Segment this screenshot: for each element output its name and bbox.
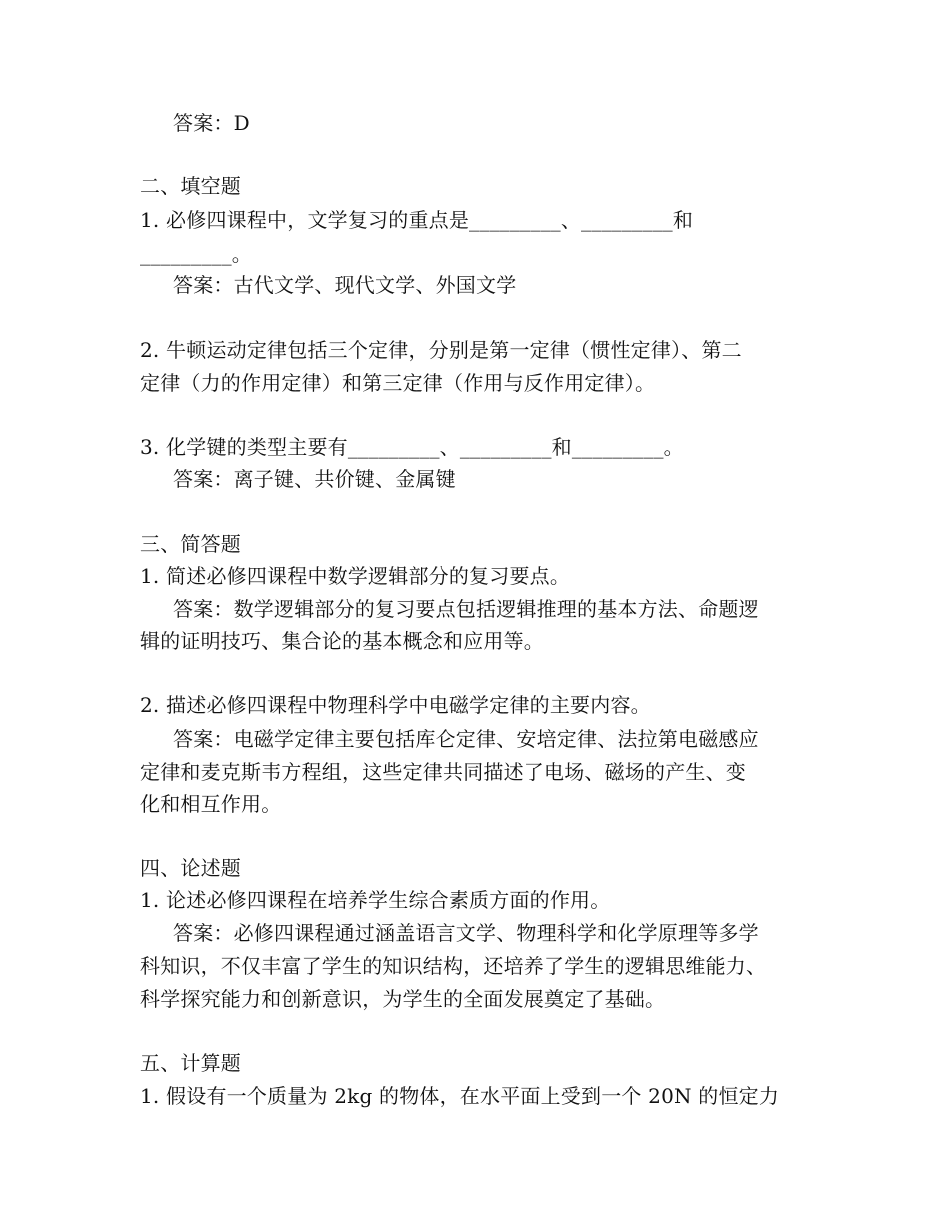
answer-continuation: 化和相互作用。 bbox=[140, 792, 282, 816]
question-text: 2. 牛顿运动定律包括三个定律，分别是第一定律（惯性定律）、第二 bbox=[140, 338, 742, 362]
answer-line: 答案：古代文学、现代文学、外国文学 bbox=[173, 273, 517, 297]
section-heading-short-answer: 三、简答题 bbox=[140, 532, 241, 556]
question-text: _________。 bbox=[140, 242, 252, 266]
answer-line: 答案：必修四课程通过涵盖语言文学、物理科学和化学原理等多学 bbox=[173, 921, 759, 945]
question-text: 1. 论述必修四课程在培养学生综合素质方面的作用。 bbox=[140, 888, 611, 912]
answer-continuation: 科知识，不仅丰富了学生的知识结构，还培养了学生的逻辑思维能力、 bbox=[140, 954, 767, 978]
answer-continuation: 辑的证明技巧、集合论的基本概念和应用等。 bbox=[140, 629, 544, 653]
section-heading-essay: 四、论述题 bbox=[140, 856, 241, 880]
answer-line: 答案：离子键、共价键、金属键 bbox=[173, 467, 456, 491]
answer-continuation: 科学探究能力和创新意识，为学生的全面发展奠定了基础。 bbox=[140, 987, 666, 1011]
answer-line: 答案：D bbox=[173, 111, 250, 135]
section-heading-fill-blank: 二、填空题 bbox=[140, 174, 241, 198]
question-text: 3. 化学键的类型主要有_________、_________和_________。 bbox=[140, 435, 684, 459]
question-text: 定律（力的作用定律）和第三定律（作用与反作用定律）。 bbox=[140, 371, 656, 395]
question-text: 2. 描述必修四课程中物理科学中电磁学定律的主要内容。 bbox=[140, 693, 651, 717]
section-heading-calculation: 五、计算题 bbox=[140, 1051, 241, 1075]
answer-line: 答案：电磁学定律主要包括库仑定律、安培定律、法拉第电磁感应 bbox=[173, 727, 759, 751]
answer-continuation: 定律和麦克斯韦方程组，这些定律共同描述了电场、磁场的产生、变 bbox=[140, 760, 746, 784]
question-text: 1. 假设有一个质量为 2kg 的物体，在水平面上受到一个 20N 的恒定力 bbox=[140, 1084, 780, 1108]
answer-line: 答案：数学逻辑部分的复习要点包括逻辑推理的基本方法、命题逻 bbox=[173, 597, 759, 621]
question-text: 1. 必修四课程中，文学复习的重点是_________、_________和 bbox=[140, 208, 694, 232]
question-text: 1. 简述必修四课程中数学逻辑部分的复习要点。 bbox=[140, 564, 571, 588]
